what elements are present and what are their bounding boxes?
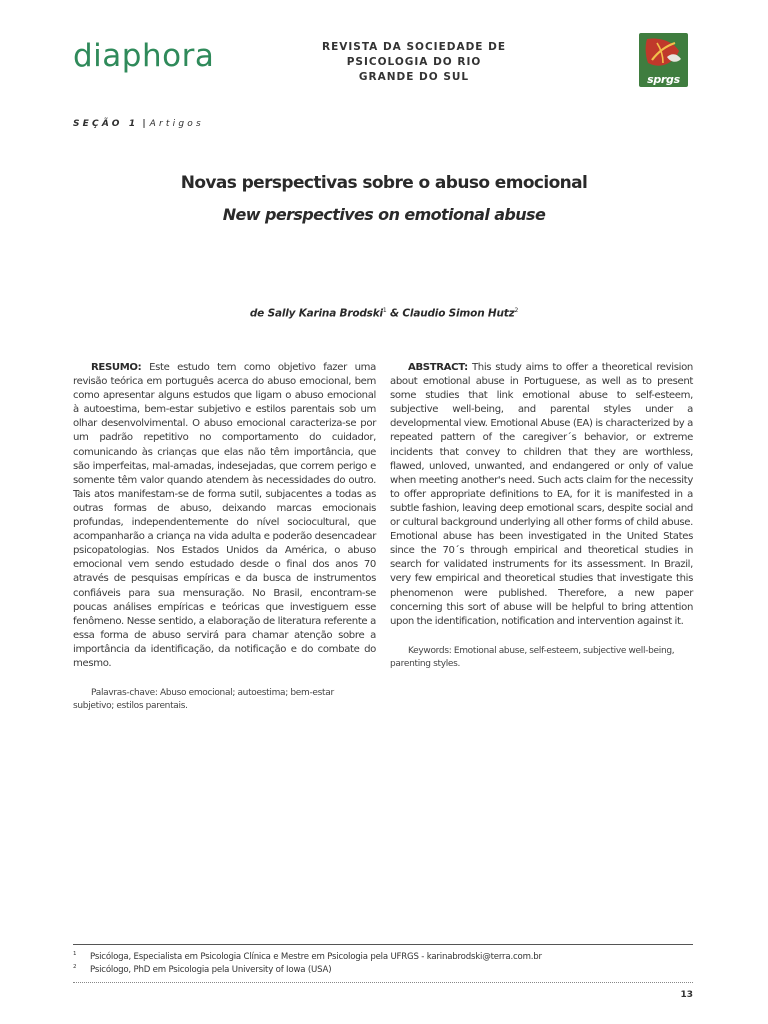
footnote — [73, 964, 693, 977]
abstract-text: This study aims to offer a theoretical revision about emotional abuse in Portuguese, as well as to present some studies that link emotional abuse to self-esteem, subjective well-being, and parental styles under a developmental view. Emotional Abuse (EA) is characterized by a repeated pattern of the caregiver´s behavior, or extreme incidents that convey to children that they are worthless, flawed, unloved, unwanted, and endangered or only of value when meeting another's need. Such acts claim for the necessity to offer appropriate definitions to EA, for it is manifested in a subtle fashion, leaving deep emotional scars, despite social and or cultural background underlying all other forms of child abuse. Emotional abuse has been investigated in the United States since the 70´s through empirical and theoretical studies in search for validated instruments for its assessment. In Brazil, very few empirical and theoretical studies that investigate this phenomenon were published. Therefore, a new paper concerning this sort of abuse will be helpful to bring attention upon the identification, notification and intervention against it. — [390, 362, 693, 627]
journal-brand: diaphora — [73, 38, 215, 74]
abstract-column — [390, 361, 693, 671]
page-number: 13 — [680, 990, 693, 1000]
article-title-pt: Novas perspectivas sobre o abuso emocional — [180, 173, 588, 193]
section-separator: | — [142, 119, 146, 129]
resumo-text: Este estudo tem como objetivo fazer uma revisão teórica em português acerca do abuso emocional, bem como apresentar alguns estudos que ligam o abuso emocional à autoestima, bem-estar subjetivo e estilos parentais sob um olhar desenvolvimental. O abuso emocional caracteriza-se por um padrão repetitivo no comportamento do cuidador, comunicando às crianças que elas não têm importância, que são imperfeitas, mal-amadas, indesejadas, que correm perigo e somente têm valor quando atendem às necessidades do outro. Tais atos manifestam-se de forma sutil, subjacentes a todas as outras formas de abuso, deixando marcas emocionais profundas, independentemente do nível sociocultural, que acompanharão a criança na vida adulta e poderão desencadear psicopatologias. Nos Estados Unidos da América, o abuso emocional vem sendo estudado desde o final dos anos 70 através de pesquisas empíricas e da busca de instrumentos confiáveis para sua mensuração. No Brasil, encontram-se poucas análises empíricas e teóricas que investiguem esse fenômeno. Nesse sentido, a elaboração de literatura referente a essa forma de abuso servirá para chamar atenção sobre a importância da identificação, da notificação e do combate do mesmo. — [73, 362, 376, 669]
footnote-divider — [73, 944, 693, 945]
journal-name-line: REVISTA DA SOCIEDADE DE — [321, 41, 507, 53]
section-label — [73, 119, 204, 129]
footnote-text: Psicólogo, PhD em Psicologia pela University of Iowa (USA) — [90, 965, 332, 975]
abstract-label: ABSTRACT: — [408, 362, 468, 373]
journal-name-line: GRANDE DO SUL — [358, 71, 470, 83]
footnote-number: 2 — [73, 964, 77, 970]
logo-text: sprgs — [647, 73, 680, 86]
journal-name-line: PSICOLOGIA DO RIO — [346, 56, 482, 68]
footnote — [73, 951, 693, 964]
author-name: Claudio Simon Hutz — [402, 307, 515, 320]
resumo-label: RESUMO: — [91, 362, 142, 373]
footnote-mark: 2 — [514, 307, 519, 314]
footnote-mark: 1 — [382, 307, 387, 314]
footnote-number: 1 — [73, 951, 77, 957]
abstract-paragraph — [390, 361, 693, 629]
authors-connector: & — [389, 307, 399, 320]
footnotes — [73, 951, 693, 977]
abstract-keywords: Keywords: Emotional abuse, self-esteem, subjective well-being, parenting styles. — [390, 645, 675, 669]
sprgs-logo — [639, 33, 688, 87]
article-title-en: New perspectives on emotional abuse — [222, 205, 546, 224]
footnote-text: Psicóloga, Especialista em Psicologia Clínica e Mestre em Psicologia pela UFRGS - karinabrodski@terra.com.br — [90, 952, 542, 962]
article-authors — [0, 307, 768, 320]
section-name: Artigos — [149, 119, 204, 129]
authors-prefix: de — [249, 307, 265, 320]
resumo-paragraph — [73, 361, 376, 671]
journal-name — [300, 40, 528, 85]
resumo-keywords: Palavras-chave: Abuso emocional; autoestima; bem-estar subjetivo; estilos parentais. — [73, 688, 334, 712]
resumo-column — [73, 361, 376, 713]
section-number: SEÇÃO 1 — [73, 119, 139, 129]
author-name: Sally Karina Brodski — [267, 307, 383, 320]
bottom-dotted-divider — [73, 982, 693, 983]
